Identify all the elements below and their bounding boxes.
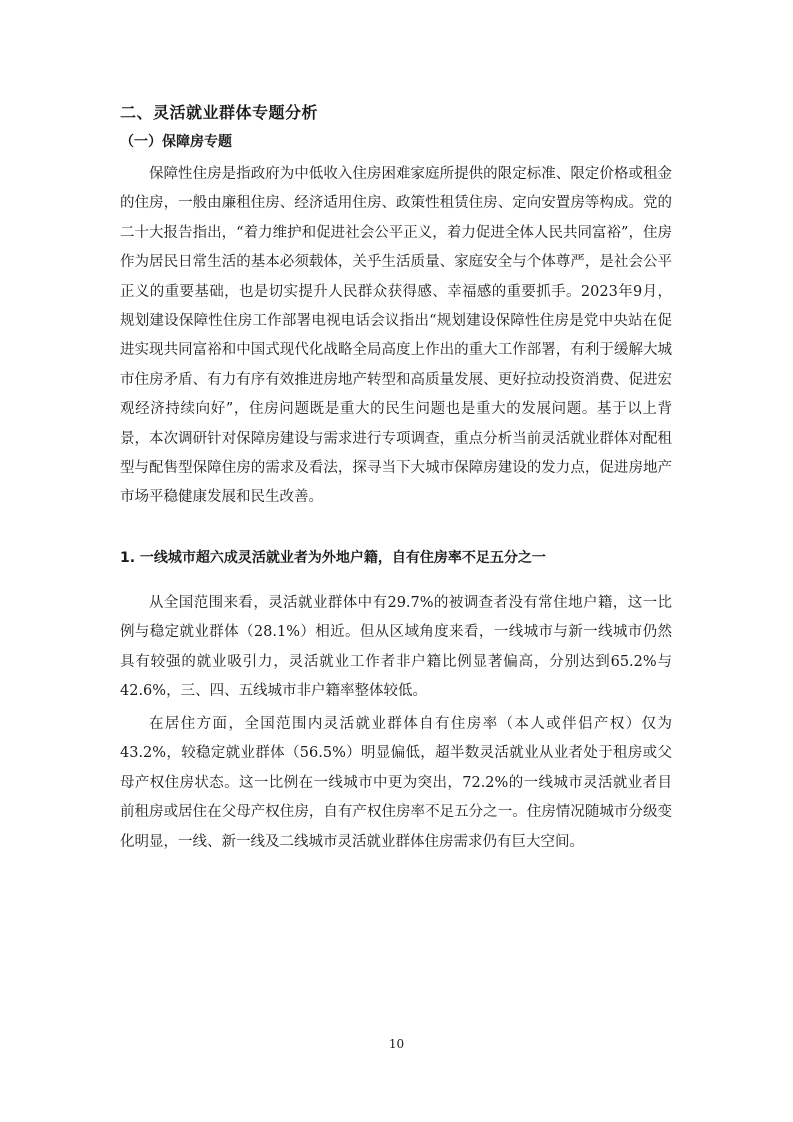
- finding-heading: 1. 一线城市超六成灵活就业者为外地户籍，自有住房率不足五分之一: [120, 550, 546, 566]
- finding-paragraph-housing-ownership: 在居住方面，全国范围内灵活就业群体自有住房率（本人或伴侣产权）仅为43.2%，较稳定就业群体（56.5%）明显偏低，超半数灵活就业从业者处于租房或父母产权住房状态。这一比例在一线城市中更为突出，72.2%的一线城市灵活就业者目前租房或居住在父母产权住房，自有产权住房率不足五分之一。住房情况随城市分级变化明显，一线、新一线及二线城市灵活就业群体住房需求仍有巨大空间。: [120, 716, 672, 850]
- page-number: 10: [388, 1037, 405, 1051]
- subsection-heading: （一）保障房专题: [120, 134, 232, 150]
- intro-paragraph: 保障性住房是指政府为中低收入住房困难家庭所提供的限定标准、限定价格或租金的住房，一般由廉租住房、经济适用住房、政策性租赁住房、定向安置房等构成。党的二十大报告指出，“着力维护和促进社会公平正义，着力促进全体人民共同富裕”，住房作为居民日常生活的基本必须载体，关乎生活质量、家庭安全与个体尊严，是社会公平正义的重要基础，也是切实提升人民群众获得感、幸福感的重要抓手。2023年9月，规划建设保障性住房工作部署电视电话会议指出“规划建设保障性住房是党中央站在促进实现共同富裕和中国式现代化战略全局高度上作出的重大工作部署，有利于缓解大城市住房矛盾、有力有序有效推进房地产转型和高质量发展、更好拉动投资消费、促进宏观经济持续向好”，住房问题既是重大的民生问题也是重大的发展问题。基于以上背景，本次调研针对保障房建设与需求进行专项调查，重点分析当前灵活就业群体对配租型与配售型保障住房的需求及看法，探寻当下大城市保障房建设的发力点，促进房地产市场平稳健康发展和民生改善。: [120, 166, 672, 506]
- finding-paragraph-household-registration: 从全国范围来看，灵活就业群体中有29.7%的被调查者没有常住地户籍，这一比例与稳定就业群体（28.1%）相近。但从区域角度来看，一线城市与新一线城市仍然具有较强的就业吸引力，灵活就业工作者非户籍比例显著偏高，分别达到65.2%与42.6%，三、四、五线城市非户籍率整体较低。: [120, 595, 672, 700]
- section-heading: 二、灵活就业群体专题分析: [120, 103, 319, 122]
